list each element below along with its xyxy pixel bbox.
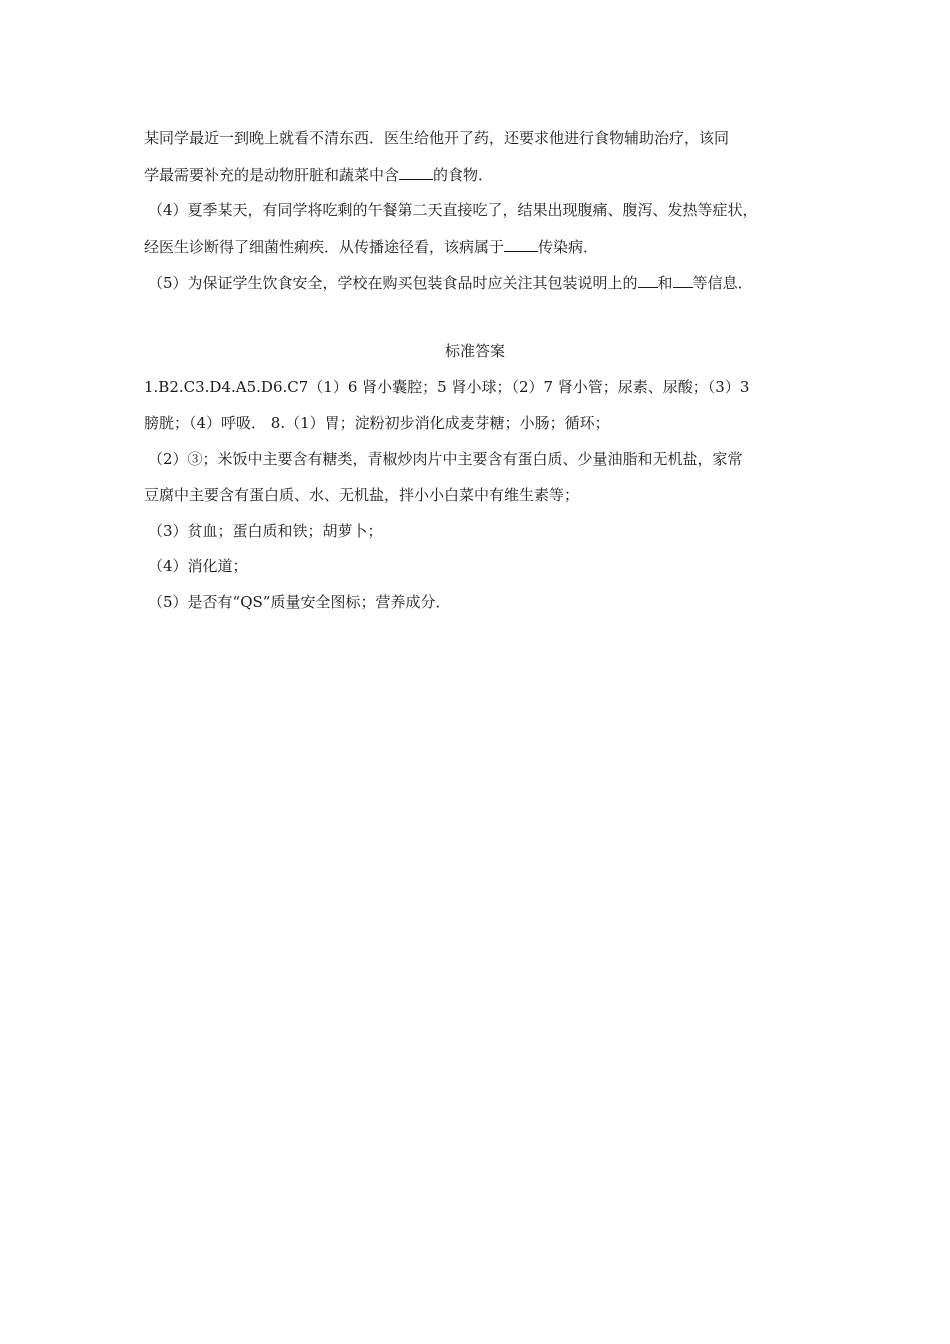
answer-line-2: 膀胱；（4）呼吸． 8.（1）胃；淀粉初步消化成麦芽糖；小肠；循环；: [144, 414, 610, 432]
answer-line-3: （2）③；米饭中主要含有糖类，青椒炒肉片中主要含有蛋白质、少量油脂和无机盐，家常: [148, 450, 743, 468]
question-4-line-2-text-b: 传染病．: [538, 238, 599, 256]
answer-line-1: 1.B2.C3.D4.A5.D6.C7（1）6 肾小囊腔；5 肾小球；（2）7 肾小管；尿素、尿酸；（3）3: [144, 378, 750, 396]
question-line-2-text-b: 的食物．: [433, 166, 494, 184]
question-4-line-2-text-a: 经医生诊断得了细菌性痢疾．从传播途径看，该病属于: [144, 238, 505, 256]
question-5-text-b: 和: [657, 274, 673, 292]
answer-line-5: （3）贫血；蛋白质和铁；胡萝卜；: [148, 522, 383, 540]
answer-line-7: （5）是否有“QS”质量安全图标；营养成分．: [148, 593, 451, 611]
question-4-line-2: [144, 237, 598, 257]
fill-blank: [673, 273, 693, 288]
answer-line-4: 豆腐中主要含有蛋白质、水、无机盐，拌小小白菜中有维生素等；: [144, 486, 580, 504]
question-5-line: [148, 273, 753, 293]
question-4-line-1: （4）夏季某天，有同学将吃剩的午餐第二天直接吃了，结果出现腹痛、腹泻、发热等症状，: [148, 201, 758, 219]
fill-blank: [399, 165, 433, 180]
answer-title: 标准答案: [444, 342, 505, 360]
answer-line-6: （4）消化道；: [148, 557, 248, 575]
question-5-text-a: （5）为保证学生饮食安全，学校在购买包装食品时应关注其包装说明上的: [148, 274, 638, 292]
fill-blank: [504, 237, 538, 252]
question-line-1: 某同学最近一到晚上就看不清东西．医生给他开了药，还要求他进行食物辅助治疗，该同: [144, 129, 730, 147]
question-line-2-text-a: 学最需要补充的是动物肝脏和蔬菜中含: [144, 166, 400, 184]
question-line-2: [144, 165, 493, 185]
question-5-text-c: 等信息．: [692, 274, 753, 292]
fill-blank: [638, 273, 658, 288]
